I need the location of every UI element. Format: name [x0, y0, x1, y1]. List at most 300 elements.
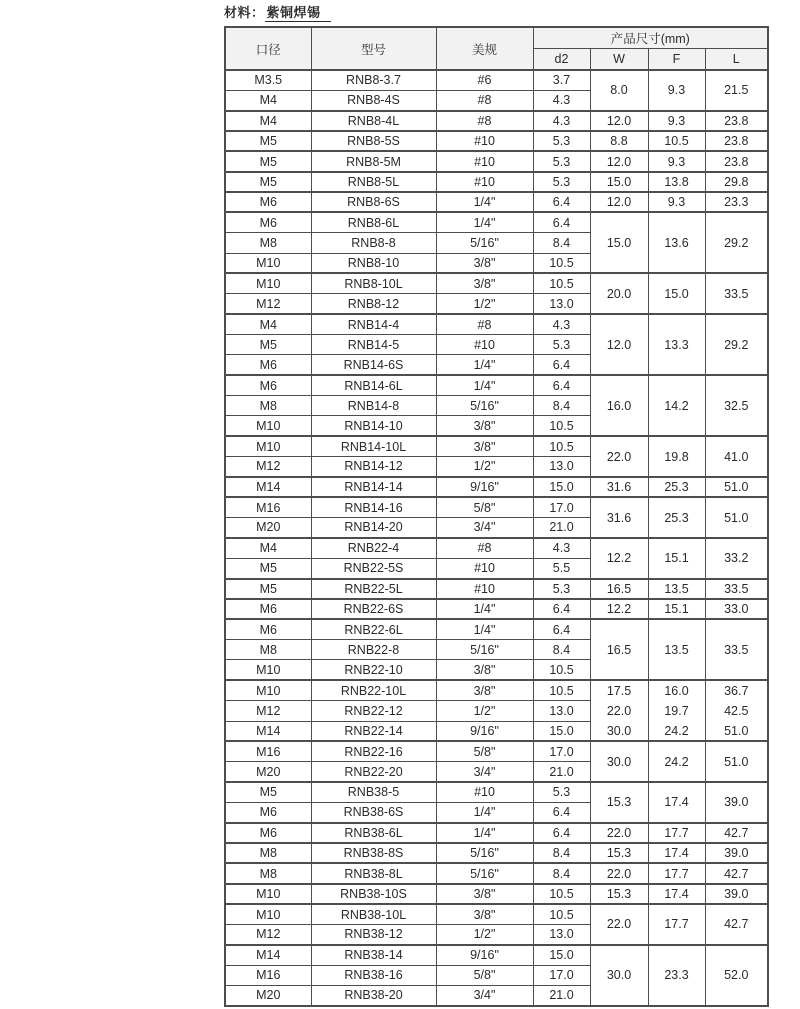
cell-d2: 6.4	[533, 619, 590, 639]
cell-us-spec: 3/8"	[436, 436, 533, 456]
cell-caliber: M20	[225, 518, 311, 538]
cell-model: RNB22-5S	[311, 558, 436, 578]
cell-model: RNB14-20	[311, 518, 436, 538]
cell-model: RNB38-14	[311, 945, 436, 965]
cell-model: RNB22-12	[311, 701, 436, 721]
col-header-w: W	[590, 49, 648, 71]
cell-d2: 8.4	[533, 396, 590, 416]
table-row	[225, 782, 768, 802]
cell-model: RNB38-5	[311, 782, 436, 802]
cell-f: 13.5	[648, 579, 705, 599]
cell-l: 29.2	[705, 314, 768, 375]
cell-us-spec: #10	[436, 151, 533, 171]
cell-us-spec: 5/16"	[436, 843, 533, 863]
cell-w: 31.6	[590, 497, 648, 538]
cell-us-spec: 1/2"	[436, 294, 533, 314]
cell-f: 9.3	[648, 151, 705, 171]
cell-d2: 4.3	[533, 538, 590, 558]
cell-l: 42.5	[705, 701, 768, 721]
cell-caliber: M5	[225, 579, 311, 599]
col-header-dims-group: 产品尺寸(mm)	[533, 27, 768, 49]
table-row	[225, 680, 768, 700]
cell-w: 22.0	[590, 904, 648, 945]
cell-us-spec: 1/4"	[436, 375, 533, 395]
table-row	[225, 823, 768, 843]
table-row	[225, 151, 768, 171]
cell-w: 8.0	[590, 70, 648, 111]
cell-caliber: M6	[225, 599, 311, 619]
cell-d2: 17.0	[533, 741, 590, 761]
cell-f: 15.1	[648, 599, 705, 619]
cell-f: 13.5	[648, 619, 705, 680]
cell-d2: 5.3	[533, 579, 590, 599]
cell-model: RNB14-12	[311, 457, 436, 477]
cell-us-spec: #10	[436, 131, 533, 151]
cell-f: 25.3	[648, 497, 705, 538]
cell-us-spec: 3/8"	[436, 680, 533, 700]
cell-f: 17.4	[648, 843, 705, 863]
cell-us-spec: 1/2"	[436, 924, 533, 944]
cell-model: RNB8-5S	[311, 131, 436, 151]
cell-us-spec: 3/8"	[436, 416, 533, 436]
table-row	[225, 192, 768, 212]
cell-f: 19.8	[648, 436, 705, 477]
cell-caliber: M6	[225, 375, 311, 395]
cell-model: RNB38-10L	[311, 904, 436, 924]
cell-model: RNB8-5M	[311, 151, 436, 171]
cell-f: 17.4	[648, 782, 705, 823]
cell-f: 19.7	[648, 701, 705, 721]
cell-f: 25.3	[648, 477, 705, 497]
cell-f: 23.3	[648, 945, 705, 1006]
cell-model: RNB38-6S	[311, 802, 436, 822]
cell-d2: 10.5	[533, 680, 590, 700]
spec-table-body	[225, 70, 768, 1006]
cell-caliber: M3.5	[225, 70, 311, 90]
cell-caliber: M4	[225, 111, 311, 131]
cell-model: RNB14-8	[311, 396, 436, 416]
cell-caliber: M14	[225, 721, 311, 741]
cell-l: 23.8	[705, 131, 768, 151]
cell-us-spec: 5/16"	[436, 396, 533, 416]
cell-l: 23.8	[705, 111, 768, 131]
cell-d2: 6.4	[533, 375, 590, 395]
cell-model: RNB8-3.7	[311, 70, 436, 90]
cell-d2: 6.4	[533, 355, 590, 375]
cell-us-spec: 1/4"	[436, 823, 533, 843]
cell-f: 10.5	[648, 131, 705, 151]
cell-model: RNB38-10S	[311, 884, 436, 904]
cell-us-spec: 3/8"	[436, 904, 533, 924]
cell-model: RNB22-14	[311, 721, 436, 741]
cell-caliber: M10	[225, 680, 311, 700]
cell-caliber: M12	[225, 924, 311, 944]
cell-d2: 17.0	[533, 965, 590, 985]
cell-d2: 8.4	[533, 640, 590, 660]
cell-model: RNB22-6S	[311, 599, 436, 619]
cell-d2: 10.5	[533, 660, 590, 680]
cell-d2: 8.4	[533, 863, 590, 883]
cell-model: RNB14-5	[311, 334, 436, 354]
table-row	[225, 375, 768, 395]
cell-l: 42.7	[705, 863, 768, 883]
cell-l: 51.0	[705, 497, 768, 538]
cell-d2: 4.3	[533, 111, 590, 131]
cell-d2: 13.0	[533, 924, 590, 944]
cell-model: RNB8-5L	[311, 172, 436, 192]
cell-l: 41.0	[705, 436, 768, 477]
cell-model: RNB8-4S	[311, 90, 436, 110]
cell-model: RNB14-10	[311, 416, 436, 436]
cell-l: 33.5	[705, 579, 768, 599]
col-header-caliber: 口径	[225, 27, 311, 70]
cell-f: 17.4	[648, 884, 705, 904]
cell-model: RNB38-8S	[311, 843, 436, 863]
cell-w: 15.3	[590, 843, 648, 863]
cell-l: 42.7	[705, 823, 768, 843]
cell-caliber: M10	[225, 253, 311, 273]
cell-caliber: M5	[225, 558, 311, 578]
cell-us-spec: 1/4"	[436, 192, 533, 212]
cell-d2: 5.3	[533, 131, 590, 151]
cell-l: 51.0	[705, 721, 768, 741]
cell-us-spec: #10	[436, 558, 533, 578]
cell-caliber: M14	[225, 477, 311, 497]
cell-l: 23.8	[705, 151, 768, 171]
cell-caliber: M12	[225, 294, 311, 314]
cell-caliber: M12	[225, 701, 311, 721]
cell-l: 33.5	[705, 619, 768, 680]
cell-d2: 5.3	[533, 151, 590, 171]
cell-model: RNB8-12	[311, 294, 436, 314]
cell-d2: 6.4	[533, 823, 590, 843]
cell-caliber: M16	[225, 741, 311, 761]
cell-d2: 21.0	[533, 762, 590, 782]
table-row	[225, 741, 768, 761]
cell-caliber: M14	[225, 945, 311, 965]
cell-us-spec: 5/16"	[436, 640, 533, 660]
cell-l: 39.0	[705, 884, 768, 904]
cell-us-spec: 5/16"	[436, 233, 533, 253]
cell-w: 22.0	[590, 863, 648, 883]
cell-caliber: M5	[225, 172, 311, 192]
cell-model: RNB22-6L	[311, 619, 436, 639]
cell-w: 30.0	[590, 945, 648, 1006]
table-row	[225, 579, 768, 599]
cell-f: 24.2	[648, 721, 705, 741]
cell-us-spec: 3/8"	[436, 884, 533, 904]
cell-d2: 6.4	[533, 192, 590, 212]
cell-d2: 10.5	[533, 884, 590, 904]
cell-caliber: M12	[225, 457, 311, 477]
cell-f: 17.7	[648, 863, 705, 883]
cell-model: RNB38-8L	[311, 863, 436, 883]
cell-us-spec: #8	[436, 538, 533, 558]
cell-model: RNB8-4L	[311, 111, 436, 131]
cell-d2: 17.0	[533, 497, 590, 517]
cell-d2: 10.5	[533, 253, 590, 273]
cell-w: 15.3	[590, 782, 648, 823]
cell-us-spec: #10	[436, 172, 533, 192]
cell-model: RNB38-16	[311, 965, 436, 985]
cell-w: 30.0	[590, 721, 648, 741]
cell-model: RNB22-8	[311, 640, 436, 660]
cell-us-spec: #6	[436, 70, 533, 90]
cell-f: 9.3	[648, 192, 705, 212]
cell-d2: 15.0	[533, 721, 590, 741]
cell-w: 12.2	[590, 599, 648, 619]
cell-caliber: M20	[225, 762, 311, 782]
cell-d2: 13.0	[533, 701, 590, 721]
cell-d2: 5.3	[533, 172, 590, 192]
cell-f: 15.1	[648, 538, 705, 579]
cell-caliber: M10	[225, 904, 311, 924]
cell-d2: 15.0	[533, 945, 590, 965]
cell-w: 16.5	[590, 619, 648, 680]
cell-l: 52.0	[705, 945, 768, 1006]
cell-caliber: M5	[225, 782, 311, 802]
table-row	[225, 884, 768, 904]
col-header-f: F	[648, 49, 705, 71]
cell-l: 51.0	[705, 741, 768, 782]
table-row	[225, 314, 768, 334]
cell-us-spec: #10	[436, 782, 533, 802]
cell-us-spec: 3/8"	[436, 660, 533, 680]
cell-caliber: M6	[225, 619, 311, 639]
cell-model: RNB14-14	[311, 477, 436, 497]
table-row	[225, 945, 768, 965]
cell-us-spec: #8	[436, 314, 533, 334]
cell-us-spec: 1/4"	[436, 802, 533, 822]
cell-model: RNB14-10L	[311, 436, 436, 456]
cell-model: RNB38-6L	[311, 823, 436, 843]
cell-caliber: M8	[225, 640, 311, 660]
cell-us-spec: 5/16"	[436, 863, 533, 883]
cell-caliber: M4	[225, 90, 311, 110]
col-header-model: 型号	[311, 27, 436, 70]
cell-caliber: M6	[225, 212, 311, 232]
cell-caliber: M10	[225, 273, 311, 293]
cell-model: RNB8-8	[311, 233, 436, 253]
cell-d2: 6.4	[533, 802, 590, 822]
cell-us-spec: 9/16"	[436, 721, 533, 741]
cell-caliber: M16	[225, 965, 311, 985]
cell-caliber: M10	[225, 416, 311, 436]
material-value: 紫铜焊锡	[265, 5, 331, 22]
cell-d2: 10.5	[533, 416, 590, 436]
cell-caliber: M4	[225, 314, 311, 334]
table-row	[225, 477, 768, 497]
cell-w: 16.5	[590, 579, 648, 599]
cell-us-spec: 3/8"	[436, 253, 533, 273]
spec-table	[224, 26, 769, 1007]
table-row	[225, 212, 768, 232]
cell-us-spec: 1/2"	[436, 701, 533, 721]
cell-l: 42.7	[705, 904, 768, 945]
cell-w: 12.2	[590, 538, 648, 579]
cell-model: RNB38-20	[311, 985, 436, 1005]
spec-table-header	[225, 27, 768, 70]
cell-d2: 21.0	[533, 518, 590, 538]
cell-l: 21.5	[705, 70, 768, 111]
cell-caliber: M6	[225, 355, 311, 375]
cell-f: 17.7	[648, 904, 705, 945]
cell-us-spec: 5/8"	[436, 965, 533, 985]
cell-d2: 8.4	[533, 233, 590, 253]
cell-d2: 8.4	[533, 843, 590, 863]
cell-us-spec: 9/16"	[436, 477, 533, 497]
cell-caliber: M20	[225, 985, 311, 1005]
col-header-d2: d2	[533, 49, 590, 71]
table-row	[225, 701, 768, 721]
cell-l: 39.0	[705, 843, 768, 863]
table-row	[225, 619, 768, 639]
cell-model: RNB8-6L	[311, 212, 436, 232]
cell-w: 15.0	[590, 172, 648, 192]
material-line	[224, 5, 775, 21]
cell-d2: 10.5	[533, 904, 590, 924]
cell-caliber: M10	[225, 884, 311, 904]
table-row	[225, 904, 768, 924]
cell-f: 16.0	[648, 680, 705, 700]
table-row	[225, 273, 768, 293]
cell-model: RNB22-10L	[311, 680, 436, 700]
cell-w: 12.0	[590, 111, 648, 131]
cell-d2: 4.3	[533, 90, 590, 110]
cell-f: 14.2	[648, 375, 705, 436]
cell-us-spec: 1/4"	[436, 355, 533, 375]
cell-us-spec: 9/16"	[436, 945, 533, 965]
cell-us-spec: 1/4"	[436, 212, 533, 232]
cell-model: RNB8-10	[311, 253, 436, 273]
cell-caliber: M8	[225, 863, 311, 883]
col-header-l: L	[705, 49, 768, 71]
cell-l: 36.7	[705, 680, 768, 700]
cell-us-spec: #10	[436, 579, 533, 599]
cell-f: 13.8	[648, 172, 705, 192]
cell-caliber: M5	[225, 131, 311, 151]
cell-d2: 13.0	[533, 294, 590, 314]
cell-caliber: M10	[225, 436, 311, 456]
cell-caliber: M8	[225, 233, 311, 253]
cell-model: RNB38-12	[311, 924, 436, 944]
cell-w: 15.0	[590, 212, 648, 273]
table-row	[225, 599, 768, 619]
cell-l: 29.2	[705, 212, 768, 273]
cell-d2: 5.3	[533, 782, 590, 802]
cell-f: 9.3	[648, 70, 705, 111]
cell-l: 51.0	[705, 477, 768, 497]
cell-d2: 6.4	[533, 212, 590, 232]
cell-d2: 6.4	[533, 599, 590, 619]
table-row	[225, 863, 768, 883]
cell-w: 12.0	[590, 151, 648, 171]
cell-l: 32.5	[705, 375, 768, 436]
cell-caliber: M6	[225, 823, 311, 843]
table-row	[225, 497, 768, 517]
table-row	[225, 538, 768, 558]
cell-model: RNB22-4	[311, 538, 436, 558]
cell-l: 33.2	[705, 538, 768, 579]
cell-d2: 15.0	[533, 477, 590, 497]
cell-model: RNB8-6S	[311, 192, 436, 212]
cell-caliber: M4	[225, 538, 311, 558]
cell-model: RNB8-10L	[311, 273, 436, 293]
table-row	[225, 436, 768, 456]
cell-w: 12.0	[590, 192, 648, 212]
cell-w: 8.8	[590, 131, 648, 151]
cell-w: 16.0	[590, 375, 648, 436]
cell-l: 33.0	[705, 599, 768, 619]
cell-us-spec: 1/4"	[436, 619, 533, 639]
cell-caliber: M5	[225, 151, 311, 171]
cell-f: 9.3	[648, 111, 705, 131]
cell-caliber: M10	[225, 660, 311, 680]
cell-model: RNB14-6S	[311, 355, 436, 375]
cell-us-spec: #8	[436, 90, 533, 110]
cell-model: RNB14-6L	[311, 375, 436, 395]
cell-w: 12.0	[590, 314, 648, 375]
cell-d2: 4.3	[533, 314, 590, 334]
cell-us-spec: #10	[436, 334, 533, 354]
cell-d2: 10.5	[533, 273, 590, 293]
table-row	[225, 172, 768, 192]
cell-us-spec: #8	[436, 111, 533, 131]
cell-model: RNB22-16	[311, 741, 436, 761]
cell-w: 22.0	[590, 436, 648, 477]
cell-l: 33.5	[705, 273, 768, 314]
cell-caliber: M6	[225, 802, 311, 822]
cell-us-spec: 3/4"	[436, 518, 533, 538]
table-row	[225, 70, 768, 90]
cell-caliber: M6	[225, 192, 311, 212]
cell-us-spec: 3/4"	[436, 985, 533, 1005]
cell-model: RNB14-16	[311, 497, 436, 517]
cell-us-spec: 3/4"	[436, 762, 533, 782]
cell-model: RNB22-20	[311, 762, 436, 782]
cell-w: 17.5	[590, 680, 648, 700]
cell-w: 31.6	[590, 477, 648, 497]
cell-caliber: M16	[225, 497, 311, 517]
table-row	[225, 843, 768, 863]
table-row	[225, 131, 768, 151]
cell-f: 13.3	[648, 314, 705, 375]
cell-us-spec: 1/2"	[436, 457, 533, 477]
cell-d2: 5.3	[533, 334, 590, 354]
col-header-us-spec: 美规	[436, 27, 533, 70]
cell-caliber: M8	[225, 843, 311, 863]
cell-w: 22.0	[590, 701, 648, 721]
cell-model: RNB22-10	[311, 660, 436, 680]
cell-f: 24.2	[648, 741, 705, 782]
cell-f: 13.6	[648, 212, 705, 273]
cell-d2: 3.7	[533, 70, 590, 90]
table-row	[225, 111, 768, 131]
cell-w: 30.0	[590, 741, 648, 782]
cell-l: 39.0	[705, 782, 768, 823]
table-row	[225, 721, 768, 741]
cell-d2: 13.0	[533, 457, 590, 477]
cell-l: 29.8	[705, 172, 768, 192]
cell-w: 20.0	[590, 273, 648, 314]
cell-f: 15.0	[648, 273, 705, 314]
cell-us-spec: 1/4"	[436, 599, 533, 619]
cell-model: RNB22-5L	[311, 579, 436, 599]
cell-d2: 5.5	[533, 558, 590, 578]
cell-caliber: M8	[225, 396, 311, 416]
cell-d2: 10.5	[533, 436, 590, 456]
cell-caliber: M5	[225, 334, 311, 354]
